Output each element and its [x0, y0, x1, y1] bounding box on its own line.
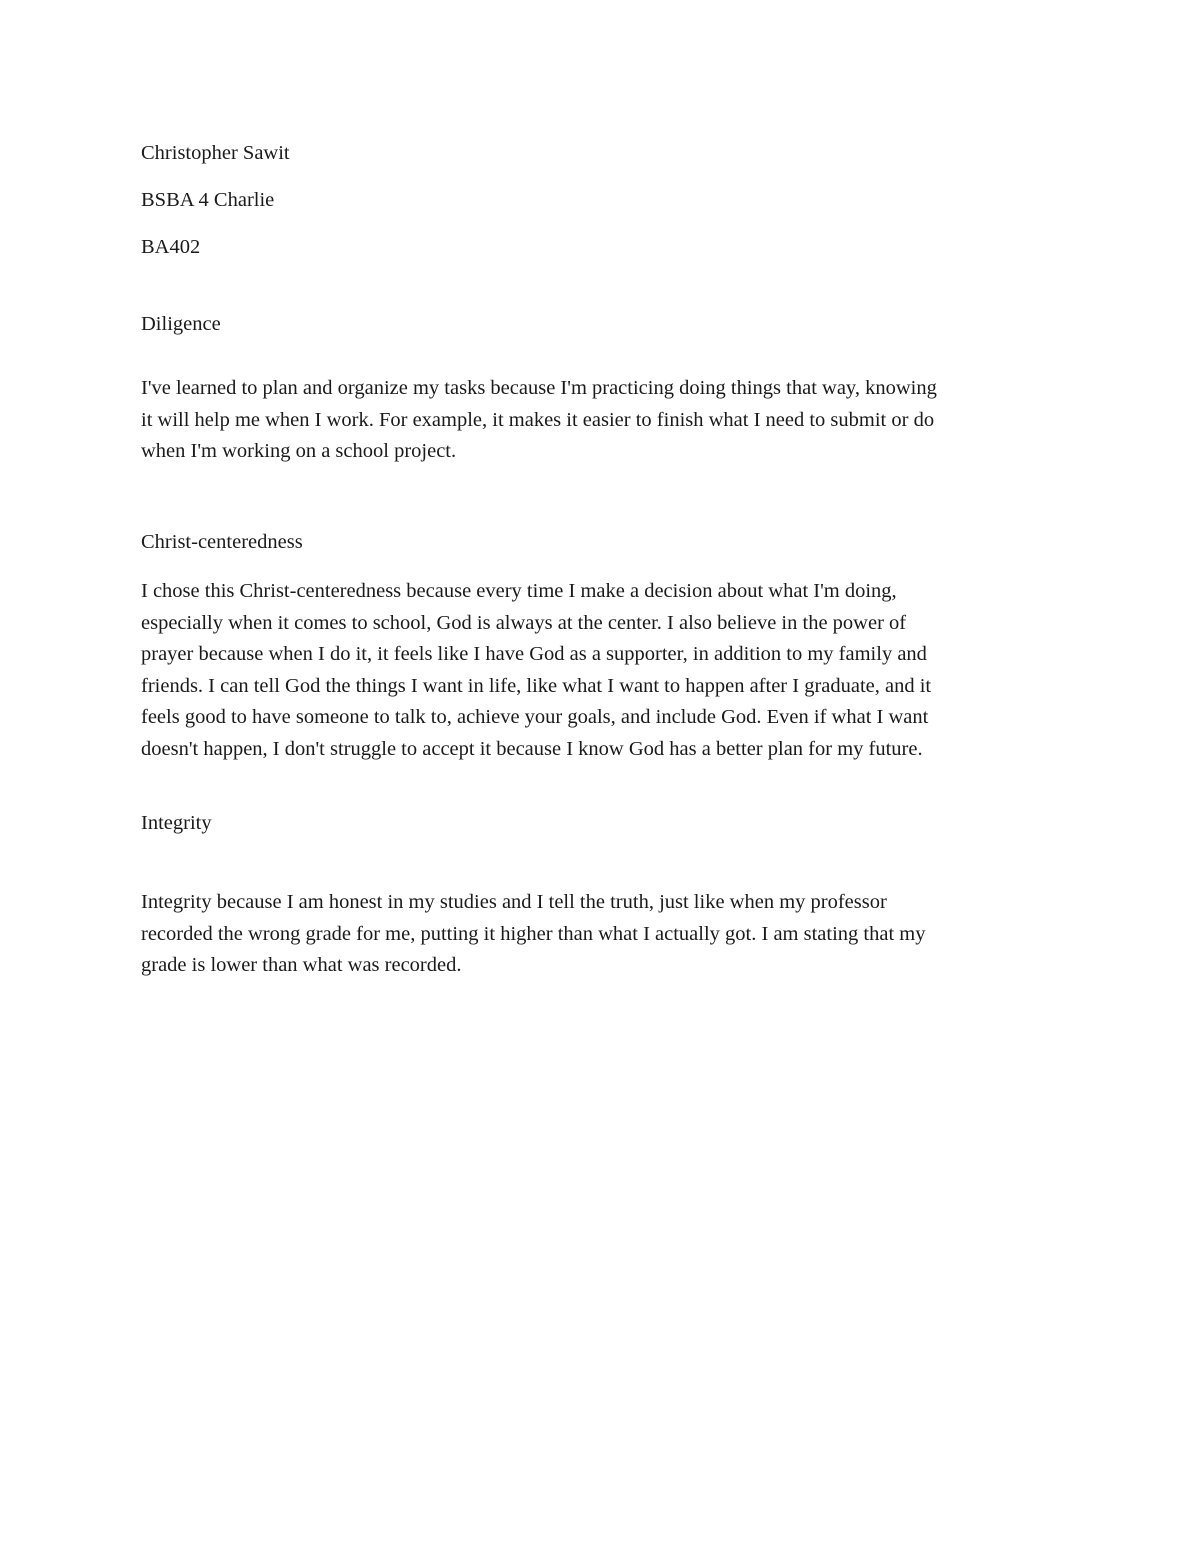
section-heading-integrity: Integrity	[141, 812, 212, 834]
section-body-diligence	[141, 373, 1066, 468]
paragraph-line: grade is lower than what was recorded.	[141, 954, 462, 976]
section-heading-christ-centeredness: Christ-centeredness	[141, 531, 303, 553]
paragraph-line: I chose this Christ-centeredness because every time I make a decision about what I'm doing,	[141, 580, 897, 602]
paragraph-line: doesn't happen, I don't struggle to accept it because I know God has a better plan for my future.	[141, 737, 923, 760]
paragraph-line: I've learned to plan and organize my tasks because I'm practicing doing things that way, knowing	[141, 377, 937, 399]
section-body-christ-centeredness	[141, 576, 1066, 765]
paragraph-line: Integrity because I am honest in my studies and I tell the truth, just like when my professor	[141, 891, 887, 913]
paragraph-line: friends. I can tell God the things I want in life, like what I want to happen after I graduate, and it	[141, 674, 932, 697]
paragraph-line: prayer because when I do it, it feels like I have God as a supporter, in addition to my family and	[141, 643, 927, 665]
paragraph-line: especially when it comes to school, God is always at the center. I also believe in the power of	[141, 611, 907, 634]
class-section: BSBA 4 Charlie	[141, 189, 275, 211]
paragraph-line: when I'm working on a school project.	[141, 440, 457, 462]
paragraph-line: it will help me when I work. For example, it makes it easier to finish what I need to submit or do	[141, 408, 935, 431]
author-name: Christopher Sawit	[141, 142, 290, 164]
section-heading-diligence: Diligence	[141, 313, 221, 335]
course-code: BA402	[141, 236, 201, 258]
section-body-integrity	[141, 887, 1066, 982]
paragraph-line: feels good to have someone to talk to, achieve your goals, and include God. Even if what I want	[141, 706, 929, 728]
paragraph-line: recorded the wrong grade for me, putting it higher than what I actually got. I am stating that my	[141, 922, 926, 945]
